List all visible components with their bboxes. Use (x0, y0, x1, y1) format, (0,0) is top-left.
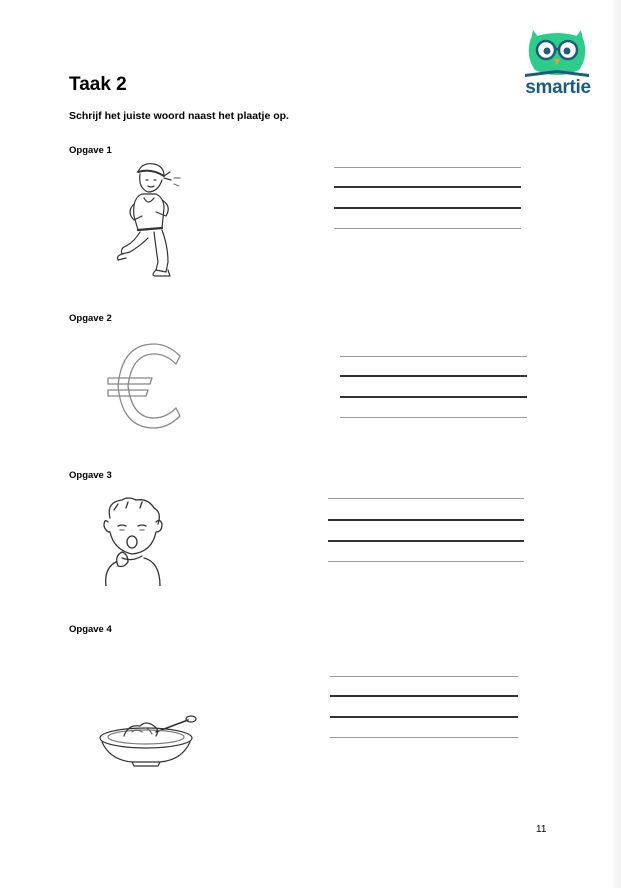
answer-line (340, 356, 527, 357)
answer-line (330, 737, 518, 738)
exercise-label-3: Opgave 3 (69, 470, 112, 481)
answer-lines-4[interactable] (330, 676, 518, 742)
exercise-label-4: Opgave 4 (69, 624, 112, 635)
page-title: Taak 2 (69, 74, 127, 95)
answer-line (334, 167, 521, 168)
answer-line (328, 519, 524, 521)
answer-lines-1[interactable] (334, 167, 521, 233)
exercise-label-2: Opgave 2 (69, 313, 112, 324)
answer-lines-3[interactable] (328, 498, 524, 564)
answer-line (334, 207, 521, 209)
answer-line (330, 716, 518, 718)
answer-line (334, 186, 521, 188)
running-boy-icon (108, 158, 188, 280)
euro-sign-icon (104, 342, 186, 430)
page-edge-shadow (611, 0, 621, 888)
answer-line (328, 540, 524, 542)
page-number: 11 (536, 824, 547, 835)
answer-line (340, 375, 527, 377)
coughing-boy-icon (98, 496, 168, 586)
answer-line (330, 695, 518, 697)
answer-line (340, 396, 527, 398)
answer-lines-2[interactable] (340, 356, 527, 422)
answer-line (330, 676, 518, 677)
answer-line (328, 498, 524, 499)
answer-line (328, 561, 524, 562)
answer-line (340, 417, 527, 418)
soup-bowl-icon (96, 712, 198, 768)
answer-line (334, 228, 521, 229)
brand-name: smartie (525, 77, 591, 98)
instruction-text: Schrijf het juiste woord naast het plaatje op. (69, 110, 289, 122)
exercise-label-1: Opgave 1 (69, 145, 112, 156)
